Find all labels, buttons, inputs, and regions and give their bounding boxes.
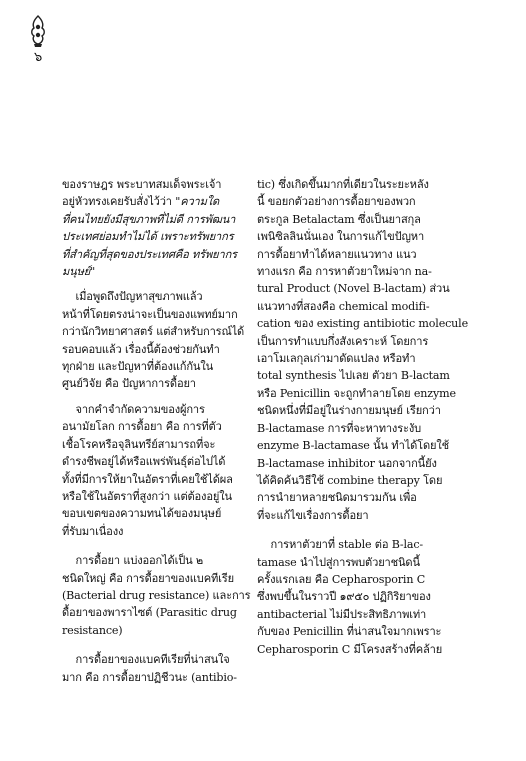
text-line: หรือ Penicillin จะถูกทำลายโดย enzyme	[257, 386, 456, 400]
text-line: เชื้อโรคหรือจุลินทรีย์สามารถที่จะ	[62, 437, 216, 451]
text-line: ทางแรก คือ การหาตัวยาใหม่จาก na-	[257, 265, 432, 279]
text-line: ทั้งที่มีการให้ยาในอัตราที่เคยใช้ได้ผล	[62, 472, 233, 486]
text-line: เอาโมเลกุลเก่ามาดัดแปลง หรือทำ	[257, 352, 416, 366]
text-line: การนำยาหลายชนิดมารวมกัน เพื่อ	[257, 491, 417, 505]
text-line: การหาตัวยาที่ stable ต่อ B-lac-	[257, 538, 424, 552]
text-line: ซึ่งพบขึ้นในราวปี ๑๙๕๐ ปฏิกิริยาของ	[257, 590, 431, 604]
text-line: เมื่อพูดถึงปัญหาสุขภาพแล้ว	[62, 290, 203, 304]
text-line: รอบคอบแล้ว เรื่องนี้ต้องช่วยกันทำ	[62, 342, 220, 356]
quote-line: ที่สำคัญที่สุดของประเทศคือ ทรัพยากร	[62, 247, 237, 261]
text-line: นี้ ขอยกตัวอย่างการดื้อยาของพวก	[257, 195, 416, 209]
text-line: เป็นการทำแบบกึ่งสังเคราะห์ โดยการ	[257, 334, 429, 348]
text-line: หน้าที่โดยตรงน่าจะเป็นของแพทย์มาก	[62, 307, 238, 321]
text-line: กับของ Penicillin ที่น่าสนใจมากเพราะ	[257, 625, 442, 639]
text-line: ของราษฎร พระบาทสมเด็จพระเจ้า	[62, 178, 222, 191]
text-line: ที่รับมาเนื่องง	[62, 524, 124, 538]
text-line: ครั้งแรกเลย คือ Cepharosporin C	[257, 572, 426, 586]
text-line: มาก คือ การดื้อยาปฏิชีวนะ (antibio-	[62, 670, 237, 684]
text-line: tic) ซึ่งเกิดขึ้นมากที่เดียวในระยะหลัง	[257, 178, 429, 191]
text-line: จากคำจำกัดความของผู้การ	[62, 402, 205, 416]
quote-line: มนุษย์"	[62, 265, 96, 279]
royal-emblem-icon	[28, 14, 48, 48]
text-line: แนวทางที่สองคือ chemical modifi-	[257, 299, 430, 313]
text-line: ดื้อยาของพาราไซต์ (Parasitic drug	[62, 606, 237, 620]
text-line: การดื้อยา แบ่งออกได้เป็น ๒	[62, 554, 204, 568]
text-line: antibacterial ไม่มีประสิทธิภาพเท่า	[257, 607, 427, 621]
text-line: ได้คิดค้นวิธีใช้ combine therapy โดย	[257, 473, 443, 487]
text-line: อนามัยโลก การดื้อยา คือ การที่ตัว	[62, 420, 222, 434]
quote-text: "ความใด	[175, 195, 220, 209]
text-line: tural Product (Novel B-lactam) ส่วน	[257, 282, 450, 296]
text-line: ตระกูล Betalactam ซึ่งเป็นยาสกุล	[257, 212, 421, 226]
text-line: ชนิดหนึ่งที่มีอยู่ในร่างกายมนุษย์ เรียกว่า	[257, 404, 441, 418]
text-line: การดื้อยาทำได้หลายแนวทาง แนว	[257, 247, 417, 261]
text-line: B-lactamase การที่จะหาทางระงับ	[257, 421, 421, 435]
right-column	[257, 176, 468, 658]
text-line: enzyme B-lactamase นั้น ทำได้โดยใช้	[257, 439, 450, 453]
text-line: ขอบเขตของความทนได้ของมนุษย์	[62, 507, 222, 521]
text-line: tamase นำไปสู่การพบตัวยาชนิดนี้	[257, 555, 420, 569]
text-line: Cepharosporin C มีโครงสร้างที่คล้าย	[257, 642, 443, 656]
page-number: ๖	[34, 50, 43, 65]
text-line: ดำรงชีพอยู่ได้หรือแพร่พันธุ์ต่อไปได้	[62, 455, 226, 469]
text-line: เพนิซิลลินนั่นเอง ในการแก้ไขปัญหา	[257, 230, 425, 244]
left-column	[62, 176, 262, 686]
text-line: การดื้อยาของแบคทีเรียที่น่าสนใจ	[62, 653, 230, 667]
text-line: B-lactamase inhibitor นอกจากนี้ยัง	[257, 456, 437, 470]
text-line: หรือใช้ในอัตราที่สูงกว่า แต่ต้องอยู่ใน	[62, 489, 232, 503]
text-line: ชนิดใหญ่ คือ การดื้อยาของแบคทีเรีย	[62, 571, 234, 585]
text-line: ที่จะแก้ไขเรื่องการดื้อยา	[257, 508, 369, 522]
quote-line: ที่คนไทยยังมีสุขภาพที่ไม่ดี การพัฒนา	[62, 212, 236, 226]
text-line: กว่านักวิทยาศาสตร์ แต่สำหรับการณ์ได้	[62, 325, 245, 339]
quote-line: ประเทศย่อมทำไม่ได้ เพราะทรัพยากร	[62, 230, 234, 244]
text-line: ศูนย์วิจัย คือ ปัญหาการดื้อยา	[62, 377, 196, 391]
text-line: (Bacterial drug resistance) และการ	[62, 588, 251, 602]
text-line: total synthesis ไปเลย ตัวยา B-lactam	[257, 369, 450, 383]
text-line: อยู่หัวทรงเคยรับสั่งไว้ว่า "ความใด	[62, 195, 220, 209]
text-line: resistance)	[62, 623, 123, 637]
text-line: ทุกฝ่าย และปัญหาที่ต้องแก้กันใน	[62, 360, 214, 374]
text-line: cation ของ existing antibiotic molecule	[257, 317, 468, 331]
